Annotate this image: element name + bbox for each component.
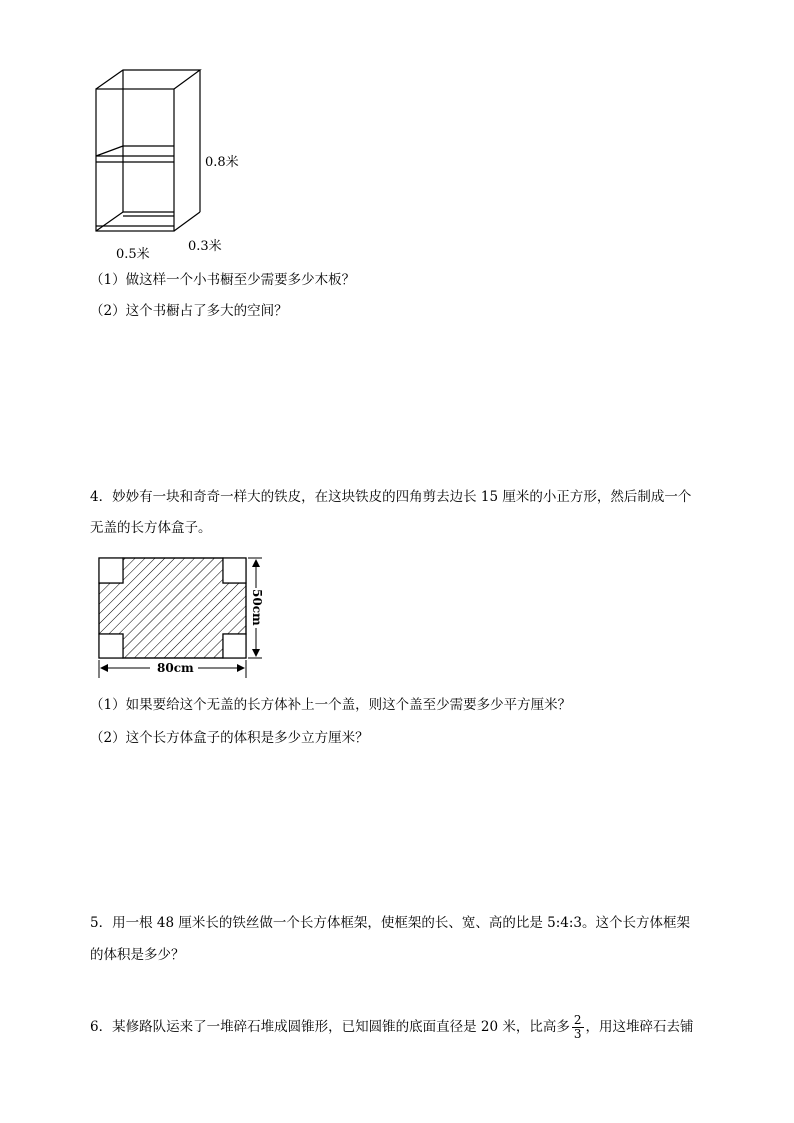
question-4-part-2: （2）这个长方体盒子的体积是多少立方厘米？: [90, 730, 369, 746]
fraction-numerator: 2: [573, 1012, 582, 1027]
sheet-width-label: 80cm: [157, 661, 194, 675]
sheet-height-label: 50cm: [250, 589, 264, 626]
question-4-text-line-1: 4．妙妙有一块和奇奇一样大的铁皮，在这块铁皮的四角剪去边长 15 厘米的小正方形，然后制成一个: [90, 489, 692, 505]
question-5-text-line-2: 的体积是多少？: [90, 947, 185, 963]
fraction-two-thirds: [572, 1014, 584, 1041]
height-label: 0.8米: [205, 155, 239, 170]
depth-label: 0.3米: [188, 239, 222, 254]
question-6-text-line-1: [90, 1007, 694, 1047]
question-4-text-line-2: 无盖的长方体盒子。: [90, 520, 212, 536]
question-3-part-2: （2）这个书橱占了多大的空间？: [90, 303, 288, 319]
fraction-denominator: 3: [573, 1026, 582, 1041]
question-6-text-before: 6．某修路队运来了一堆碎石堆成圆锥形，已知圆锥的底面直径是 20 米，比高多: [90, 1019, 570, 1035]
question-3-part-1: （1）做这样一个小书橱至少需要多少木板？: [90, 272, 356, 288]
question-6-text-after: ，用这堆碎石去铺: [585, 1019, 694, 1035]
question-4-part-1: （1）如果要给这个无盖的长方体补上一个盖，则这个盖至少需要多少平方厘米？: [90, 697, 572, 713]
length-label: 0.5米: [116, 247, 150, 262]
question-5-text-line-1: 5．用一根 48 厘米长的铁丝做一个长方体框架，使框架的长、宽、高的比是 5:4:3。这个长方体框架: [90, 915, 691, 931]
